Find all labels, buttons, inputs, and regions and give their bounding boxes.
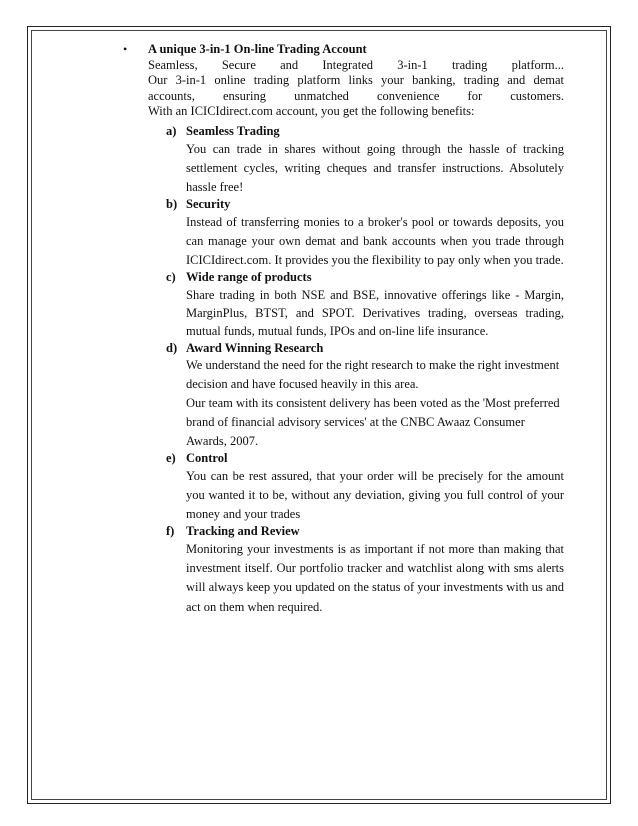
benefit-body: Our team with its consistent delivery has been voted as the 'Most preferred brand of financial advisory services' at the CNBC Awaaz Consumer Awards, 2007. xyxy=(186,396,560,449)
benefit-heading: Award Winning Research xyxy=(186,340,324,355)
benefit-wide-range-of-products xyxy=(148,270,564,340)
benefit-seamless-trading xyxy=(148,124,564,197)
benefit-body: You can trade in shares without going through the hassle of tracking settlement cycles, writing cheques and transfer instructions. Absolutely hassle free! xyxy=(186,141,564,194)
benefit-body: You can be rest assured, that your order will be precisely for the amount you wanted it to be, without any deviation, giving you full control of your money and your trades xyxy=(186,468,564,522)
intro-line: Our 3-in-1 online trading platform links your banking, trading and demat xyxy=(148,73,564,88)
benefit-marker: a) xyxy=(166,124,177,138)
benefit-heading: Security xyxy=(186,197,231,212)
intro-line: Seamless, Secure and Integrated 3-in-1 trading platform... xyxy=(148,57,564,72)
benefit-body: Instead of transferring monies to a broker's pool or towards deposits, you can manage your own demat and bank accounts when you trade through ICICIdirect.com. It provides you the flexibility to pay only when you trade. xyxy=(186,214,564,268)
benefits-list xyxy=(148,124,564,617)
benefit-heading: Control xyxy=(186,451,228,466)
benefit-heading: Wide range of products xyxy=(186,270,312,285)
benefit-marker: f) xyxy=(166,524,175,539)
benefit-security xyxy=(148,197,564,270)
benefit-heading: Tracking and Review xyxy=(186,524,300,539)
benefit-body: Monitoring your investments is as important if not more than making that investment itself. Our portfolio tracker and watchlist along with sms alerts will always keep you updated on the status of your investments with us and act on them when required. xyxy=(186,542,564,614)
intro-block xyxy=(148,42,564,120)
benefit-body: We understand the need for the right research to make the right investment decision and have focused heavily in this area. xyxy=(186,358,560,392)
benefit-marker: e) xyxy=(166,451,176,466)
benefit-body: Share trading in both NSE and BSE, innovative offerings like - Margin, MarginPlus, BTST, and SPOT. Derivatives trading, overseas trading, mutual funds, mutual funds, IPOs and on-line life insurance. xyxy=(186,288,564,339)
benefit-marker: c) xyxy=(166,270,176,285)
benefit-marker: b) xyxy=(166,197,178,212)
bullet-marker: • xyxy=(123,42,128,56)
benefit-marker: d) xyxy=(166,340,178,355)
benefit-award-winning-research xyxy=(148,341,564,452)
benefit-control xyxy=(148,451,564,524)
benefit-heading: Seamless Trading xyxy=(186,124,280,138)
intro-line: accounts, ensuring unmatched convenience for customers. xyxy=(148,88,564,103)
intro-title: A unique 3-in-1 On-line Trading Account xyxy=(148,42,367,56)
benefit-tracking-and-review xyxy=(148,524,564,616)
intro-last-line: With an ICICIdirect.com account, you get the following benefits: xyxy=(148,104,475,119)
